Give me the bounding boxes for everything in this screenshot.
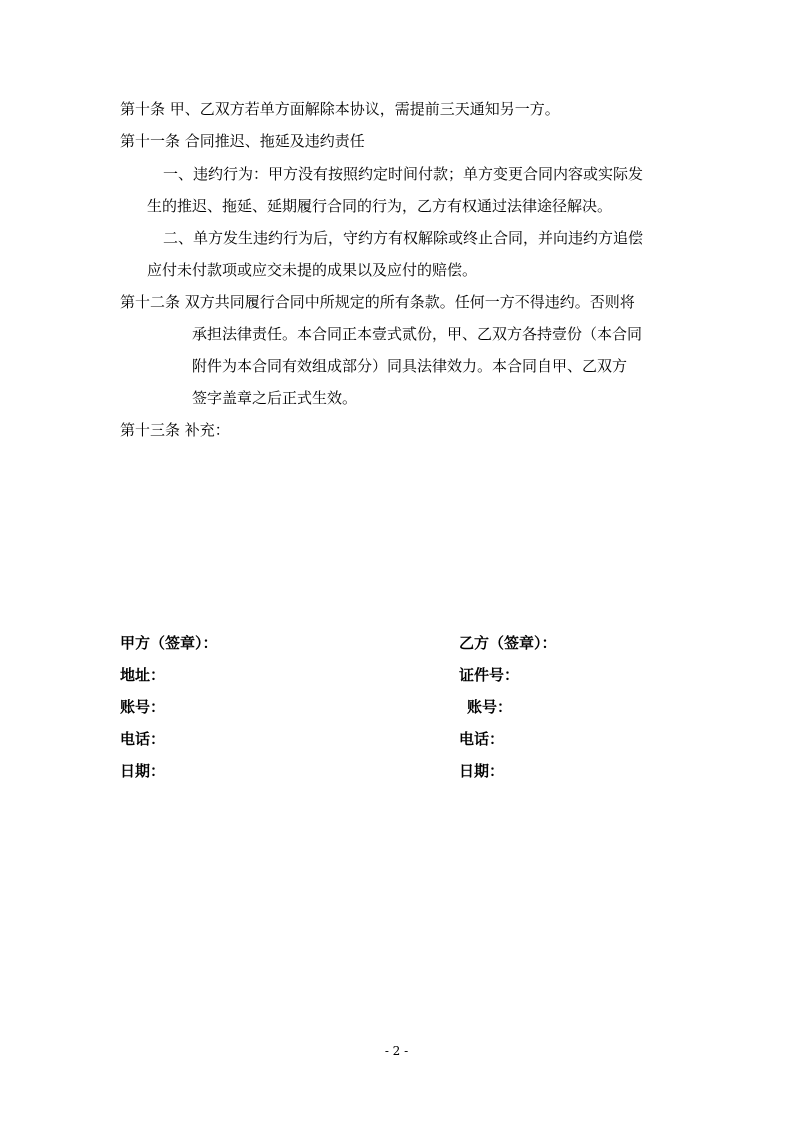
clause-11-item-1-line-2: 生的推迟、拖延、延期履行合同的行为，乙方有权通过法律途径解决。 <box>147 197 613 215</box>
party-b-account-label: 账号： <box>467 698 513 716</box>
party-a-phone-label: 电话： <box>120 730 166 748</box>
party-a-account-label: 账号： <box>120 698 166 716</box>
party-b-date-label: 日期： <box>459 762 505 780</box>
party-a-address-label: 地址： <box>120 666 166 684</box>
party-a-seal-label: 甲方（签章）： <box>120 634 218 652</box>
clause-11-item-1-line-1: 一、违约行为：甲方没有按照约定时间付款；单方变更合同内容或实际发 <box>163 165 644 183</box>
clause-11-title: 第十一条 合同推迟、拖延及违约责任 <box>120 132 365 150</box>
party-b-id-number-label: 证件号： <box>459 666 520 684</box>
page-number: - 2 - <box>384 1044 409 1058</box>
clause-12-line-3: 附件为本合同有效组成部分）同具法律效力。本合同自甲、乙双方 <box>192 357 628 375</box>
clause-12-line-4: 签字盖章之后正式生效。 <box>192 389 358 407</box>
clause-12-line-1: 第十二条 双方共同履行合同中所规定的所有条款。任何一方不得违约。否则将 <box>120 293 635 311</box>
party-a-date-label: 日期： <box>120 762 166 780</box>
clause-11-item-2-line-1: 二、单方发生违约行为后，守约方有权解除或终止合同，并向违约方追偿 <box>163 229 644 247</box>
clause-10: 第十条 甲、乙双方若单方面解除本协议，需提前三天通知另一方。 <box>120 100 560 118</box>
clause-11-item-2-line-2: 应付未付款项或应交未提的成果以及应付的赔偿。 <box>147 261 478 279</box>
party-b-phone-label: 电话： <box>459 730 505 748</box>
clause-12-line-2: 承担法律责任。本合同正本壹式贰份，甲、乙双方各持壹份（本合同 <box>192 325 643 343</box>
clause-13: 第十三条 补充： <box>120 421 230 439</box>
party-b-seal-label: 乙方（签章）： <box>459 634 557 652</box>
